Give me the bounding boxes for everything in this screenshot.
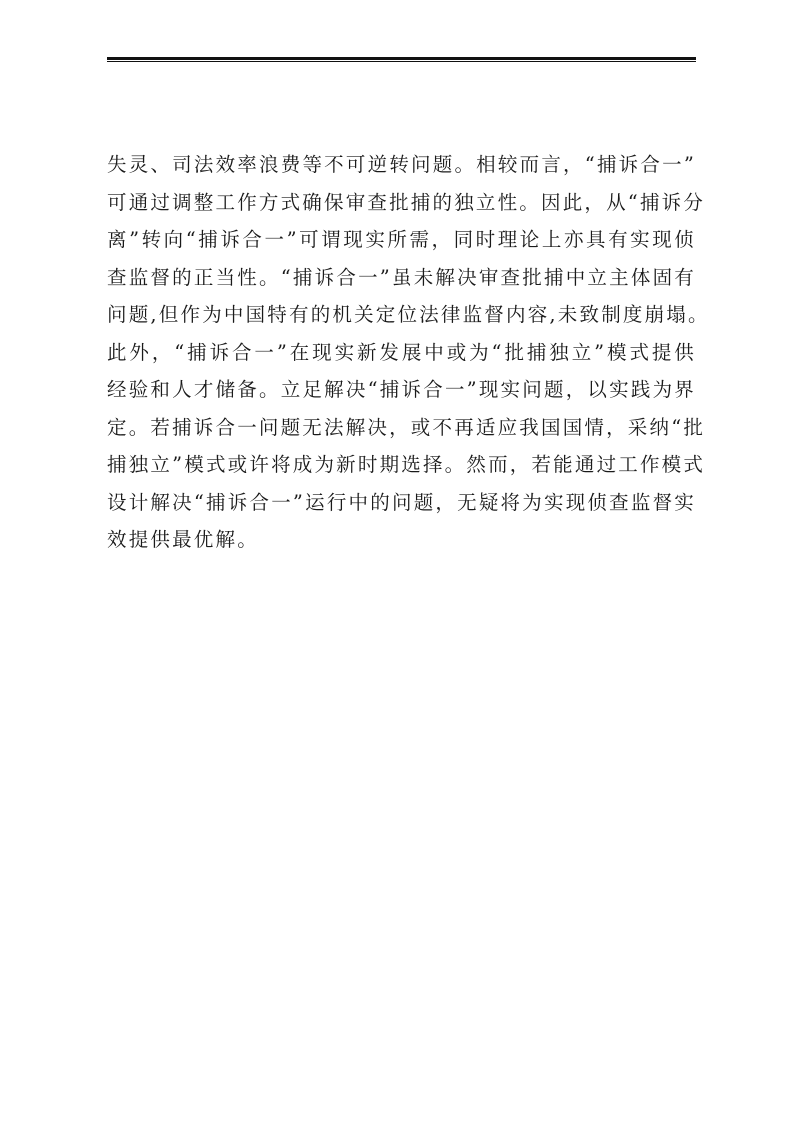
header-rule [107, 57, 696, 63]
paragraph-line: 失灵、司法效率浪费等不可逆转问题。相较而言，“捕诉合一” [107, 153, 696, 176]
header-rule-thick [107, 57, 696, 60]
paragraph-line: 设计解决“捕诉合一”运行中的问题，无疑将为实现侦查监督实 [107, 490, 696, 514]
paragraph-line: 捕独立”模式或许将成为新时期选择。然而，若能通过工作模式 [107, 453, 706, 476]
body-paragraph [107, 146, 710, 559]
paragraph-line: 经验和人才储备。立足解决“捕诉合一”现实问题，以实践为界 [107, 378, 696, 401]
paragraph-line: 此外，“捕诉合一”在现实新发展中或为“批捕独立”模式提供 [107, 340, 696, 364]
paragraph-line: 定。若捕诉合一问题无法解决，或不再适应我国国情，采纳“批 [107, 415, 706, 439]
paragraph-line: 离”转向“捕诉合一”可谓现实所需，同时理论上亦具有实现侦 [107, 228, 696, 251]
paragraph-line: 效提供最优解。 [107, 528, 259, 551]
paragraph-line: 问题,但作为中国特有的机关定位法律监督内容,未致制度崩塌。 [107, 303, 710, 326]
paragraph-line: 可通过调整工作方式确保审查批捕的独立性。因此，从“捕诉分 [107, 190, 706, 214]
paragraph-line: 查监督的正当性。“捕诉合一”虽未解决审查批捕中立主体固有 [107, 265, 696, 289]
header-rule-thin [107, 61, 696, 62]
